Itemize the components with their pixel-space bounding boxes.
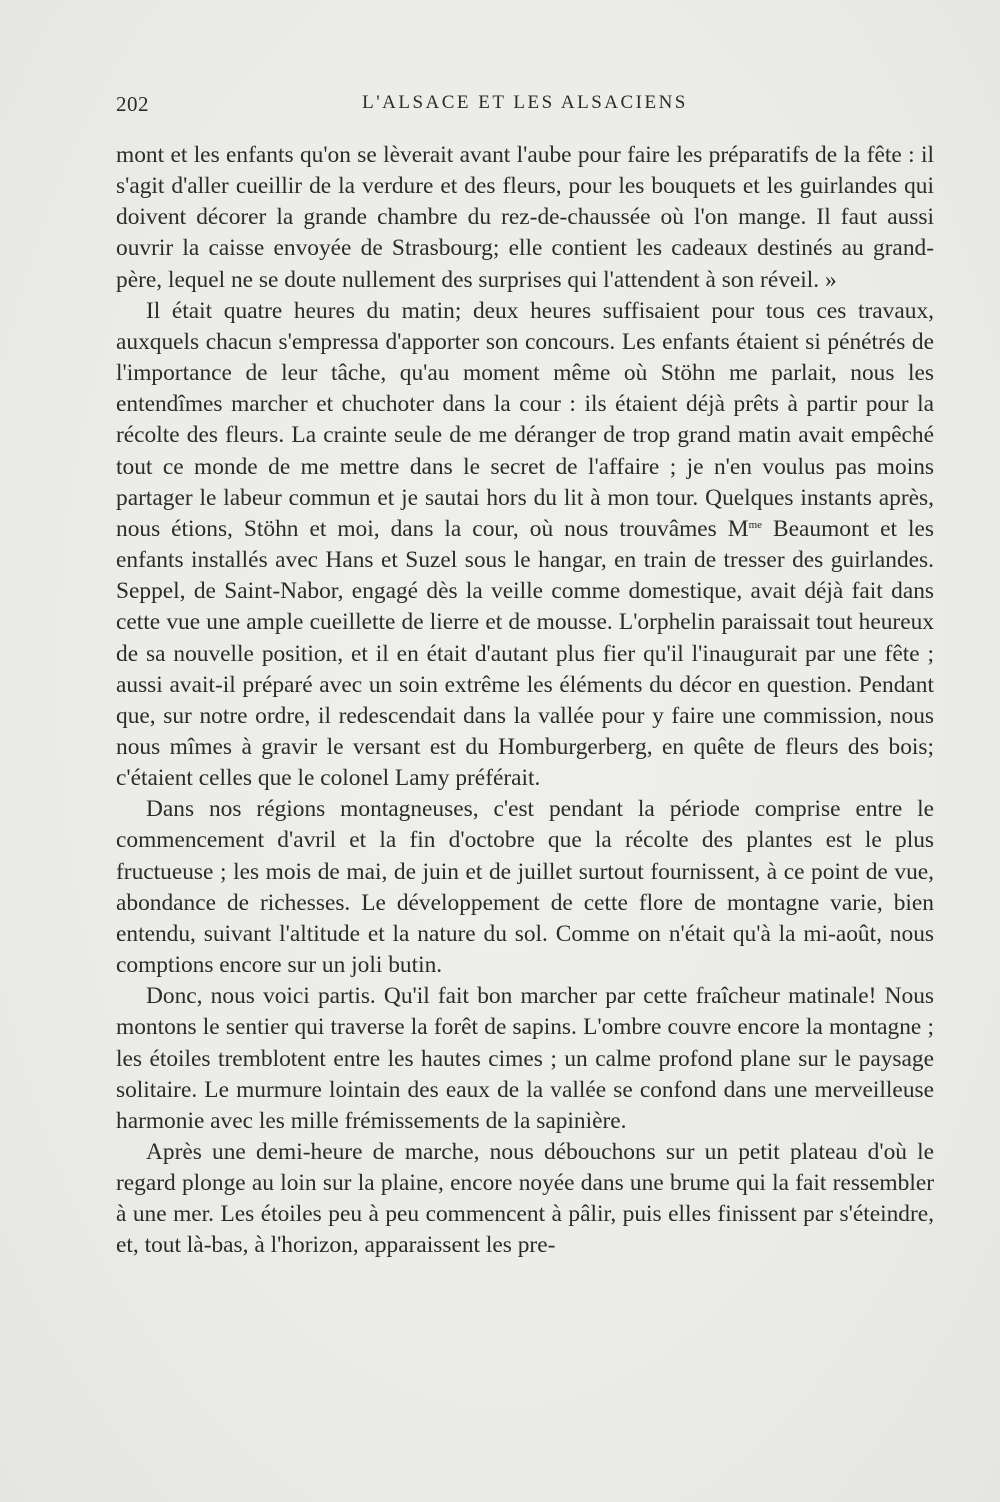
superscript-abbreviation: me — [748, 518, 763, 531]
paragraph-text: Il était quatre heures du matin; deux heures suffisaient pour tous ces travaux, auxquels chacun s'empressa d'apporter son concours. Les enfants étaient si pénétrés de l'importance de leur tâche, qu'au moment même où Stöhn me parlait, nous les entendîmes marcher et chuchoter dans la cour : ils étaient déjà prêts à partir pour la récolte des fleurs. La crainte seule de me déranger de trop grand matin avait empêché tout ce monde de me mettre dans le secret de l'affaire ; je n'en voulus pas moins partager le labeur commun et je sautai hors du lit à mon tour. Quelques instants après, nous étions, Stöhn et moi, dans la cour, où nous trouvâmes M — [116, 297, 934, 542]
running-head — [116, 92, 934, 122]
paragraph: Après une demi-heure de marche, nous débouchons sur un petit plateau d'où le regard plonge au loin sur la plaine, encore noyée dans une brume qui la fait ressembler à une mer. Les étoiles peu à peu commencent à pâlir, puis elles finissent par s'éteindre, et, tout là-bas, à l'horizon, apparaissent les pre- — [116, 1139, 934, 1259]
paragraph — [116, 296, 934, 795]
running-title: L'ALSACE ET LES ALSACIENS — [362, 92, 688, 113]
page-number: 202 — [116, 92, 149, 116]
paragraph: mont et les enfants qu'on se lèverait avant l'aube pour faire les préparatifs de la fête : il s'agit d'aller cueillir de la verdure et des fleurs, pour les bouquets et les guirlandes qui doivent décorer la grande chambre du rez-de-chaussée où l'on mange. Il faut aussi ouvrir la caisse envoyée de Strasbourg; elle contient les cadeaux destinés au grand-père, lequel ne se doute nullement des surprises qui l'attendent à son réveil. » — [116, 142, 934, 293]
body-text — [116, 140, 934, 1262]
paragraph: Dans nos régions montagneuses, c'est pendant la période comprise entre le commencement d'avril et la fin d'octobre que la récolte des plantes est le plus fructueuse ; les mois de mai, de juin et de juillet surtout fournissent, à ce point de vue, abondance de richesses. Le développement de cette flore de montagne varie, bien entendu, suivant l'altitude et la nature du sol. Comme on n'était qu'à la mi-août, nous comptions encore sur un joli butin. — [116, 796, 934, 979]
paragraph: Donc, nous voici partis. Qu'il fait bon marcher par cette fraîcheur matinale! Nous montons le sentier qui traverse la forêt de sapins. L'ombre couvre encore la montagne ; les étoiles tremblotent entre les hautes cimes ; un calme profond plane sur le paysage solitaire. Le murmure lointain des eaux de la vallée se confond dans une merveilleuse harmonie avec les mille frémissements de la sapinière. — [116, 983, 934, 1134]
paragraph-text: Beaumont et les enfants installés avec Hans et Suzel sous le hangar, en train de tresser des guirlandes. Seppel, de Saint-Nabor, engagé dès la veille comme domestique, avait déjà fait dans cette vue une ample cueillette de lierre et de mousse. L'orphelin paraissait tout heureux de sa nouvelle position, et il en était d'autant plus fier qu'il l'inaugurait par une fête ; aussi avait-il préparé avec un soin extrême les éléments du décor en question. Pendant que, sur notre ordre, il redescendait dans la vallée pour y faire une commission, nous nous mîmes à gravir le versant est du Homburgerberg, en quête de fleurs des bois; c'étaient celles que le colonel Lamy préférait. — [116, 515, 934, 792]
